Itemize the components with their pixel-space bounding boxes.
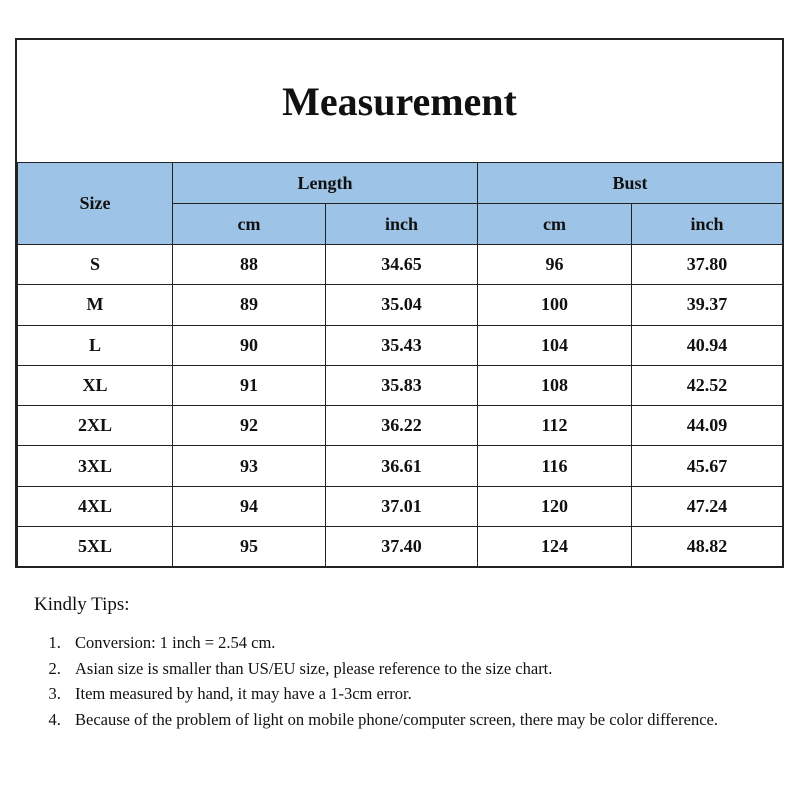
cell-length-cm: 90	[173, 325, 326, 365]
cell-bust-inch: 39.37	[632, 285, 783, 325]
cell-bust-cm: 120	[478, 486, 632, 526]
cell-length-cm: 89	[173, 285, 326, 325]
table-row	[18, 245, 783, 285]
cell-length-cm: 92	[173, 406, 326, 446]
cell-bust-inch: 44.09	[632, 406, 783, 446]
cell-bust-cm: 100	[478, 285, 632, 325]
cell-bust-cm: 112	[478, 406, 632, 446]
cell-size: 2XL	[18, 406, 173, 446]
cell-length-cm: 95	[173, 527, 326, 567]
cell-length-inch: 36.61	[326, 446, 478, 486]
table-row	[18, 325, 783, 365]
cell-bust-inch: 48.82	[632, 527, 783, 567]
table-row	[18, 406, 783, 446]
header-size: Size	[18, 163, 173, 245]
header-length: Length	[173, 163, 478, 204]
tips-list	[34, 630, 794, 732]
cell-length-inch: 35.43	[326, 325, 478, 365]
size-chart	[15, 38, 784, 568]
cell-size: 3XL	[18, 446, 173, 486]
cell-bust-cm: 124	[478, 527, 632, 567]
cell-bust-inch: 40.94	[632, 325, 783, 365]
header-length-cm: cm	[173, 204, 326, 245]
cell-length-cm: 94	[173, 486, 326, 526]
cell-length-inch: 35.83	[326, 365, 478, 405]
cell-bust-cm: 104	[478, 325, 632, 365]
cell-size: L	[18, 325, 173, 365]
header-bust: Bust	[478, 163, 783, 204]
cell-length-cm: 91	[173, 365, 326, 405]
table-row	[18, 527, 783, 567]
cell-length-cm: 88	[173, 245, 326, 285]
cell-bust-cm: 116	[478, 446, 632, 486]
cell-size: M	[18, 285, 173, 325]
tip-item: 4. Because of the problem of light on mobile phone/computer screen, there may be color difference.	[65, 707, 794, 733]
tips-section	[34, 594, 794, 732]
table-row	[18, 285, 783, 325]
cell-length-inch: 37.01	[326, 486, 478, 526]
cell-size: 5XL	[18, 527, 173, 567]
header-bust-inch: inch	[632, 204, 783, 245]
cell-bust-inch: 47.24	[632, 486, 783, 526]
table-row	[18, 486, 783, 526]
tip-item: 3. Item measured by hand, it may have a 1-3cm error.	[65, 681, 794, 707]
tip-item: 1. Conversion: 1 inch = 2.54 cm.	[65, 630, 794, 656]
size-table	[17, 162, 783, 567]
cell-length-inch: 37.40	[326, 527, 478, 567]
cell-bust-inch: 42.52	[632, 365, 783, 405]
cell-size: 4XL	[18, 486, 173, 526]
tips-title: Kindly Tips:	[34, 594, 130, 615]
cell-bust-cm: 108	[478, 365, 632, 405]
tip-item: 2. Asian size is smaller than US/EU size, please reference to the size chart.	[65, 656, 794, 682]
header-length-inch: inch	[326, 204, 478, 245]
cell-bust-cm: 96	[478, 245, 632, 285]
cell-size: S	[18, 245, 173, 285]
table-row	[18, 446, 783, 486]
cell-length-inch: 35.04	[326, 285, 478, 325]
table-row	[18, 365, 783, 405]
header-bust-cm: cm	[478, 204, 632, 245]
cell-length-inch: 34.65	[326, 245, 478, 285]
cell-bust-inch: 37.80	[632, 245, 783, 285]
cell-size: XL	[18, 365, 173, 405]
chart-title: Measurement	[17, 40, 782, 164]
cell-bust-inch: 45.67	[632, 446, 783, 486]
cell-length-inch: 36.22	[326, 406, 478, 446]
cell-length-cm: 93	[173, 446, 326, 486]
